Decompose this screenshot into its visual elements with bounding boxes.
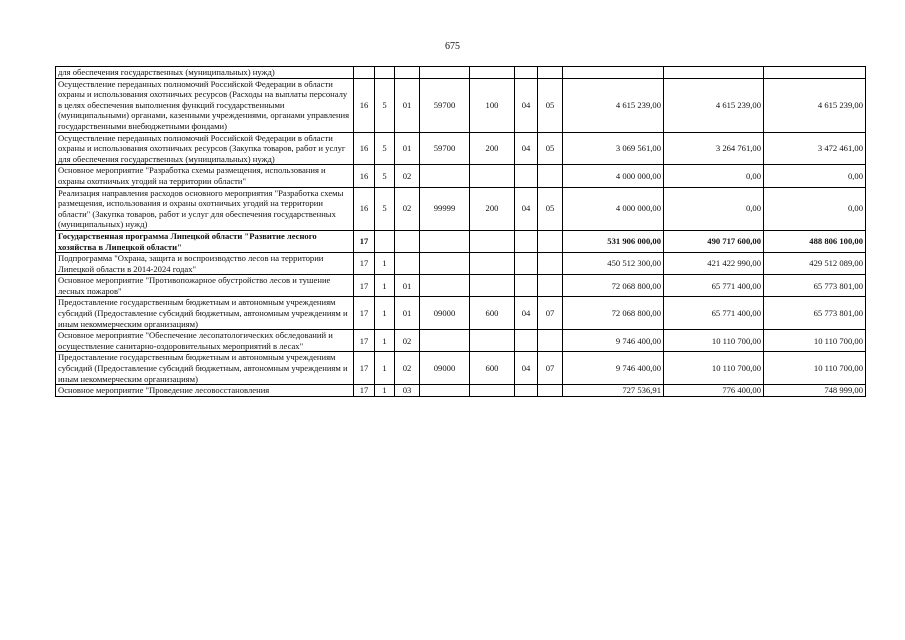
table-row <box>56 187 866 230</box>
amount-year-1: 9 746 400,00 <box>563 330 664 352</box>
table-row <box>56 78 866 132</box>
code-expense-type <box>470 230 515 252</box>
row-name: Осуществление переданных полномочий Российской Федерации в области охраны и использования охотничьих ресурсов (Расходы на выплаты персоналу в целях обеспечения выполнения функций государственными (муниципальными) органами, казенными учреждениями, органами управления государственными внебюджетными фондами) <box>56 78 354 132</box>
amount-year-3: 0,00 <box>764 165 866 187</box>
code-direction <box>420 330 470 352</box>
code-section: 04 <box>515 132 538 165</box>
amount-year-1: 9 746 400,00 <box>563 352 664 385</box>
amount-year-3: 65 773 801,00 <box>764 275 866 297</box>
code-subprogram: 1 <box>375 330 395 352</box>
amount-year-3: 488 806 100,00 <box>764 230 866 252</box>
code-activity <box>395 230 420 252</box>
budget-table <box>55 66 866 397</box>
table-row <box>56 330 866 352</box>
row-name: Предоставление государственным бюджетным и автономным учреждениям субсидий (Предоставление субсидий бюджетным, автономным учреждениям и иным некоммерческим организациям) <box>56 352 354 385</box>
code-program: 17 <box>354 330 375 352</box>
code-expense-type <box>470 165 515 187</box>
amount-year-2: 4 615 239,00 <box>664 78 764 132</box>
code-subsection: 05 <box>538 78 563 132</box>
row-name: Основное мероприятие "Обеспечение лесопатологических обследований и осуществление санитарно-оздоровительных мероприятий в лесах" <box>56 330 354 352</box>
code-section <box>515 275 538 297</box>
code-subsection <box>538 230 563 252</box>
amount-year-3: 748 999,00 <box>764 385 866 397</box>
code-direction <box>420 67 470 79</box>
table-row <box>56 67 866 79</box>
code-direction <box>420 230 470 252</box>
code-direction <box>420 253 470 275</box>
code-section <box>515 67 538 79</box>
code-program <box>354 67 375 79</box>
code-subsection <box>538 253 563 275</box>
code-direction: 59700 <box>420 132 470 165</box>
code-expense-type <box>470 385 515 397</box>
code-program: 17 <box>354 352 375 385</box>
code-activity: 02 <box>395 352 420 385</box>
code-program: 17 <box>354 275 375 297</box>
code-subprogram: 5 <box>375 165 395 187</box>
code-activity <box>395 67 420 79</box>
amount-year-2: 3 264 761,00 <box>664 132 764 165</box>
code-section: 04 <box>515 187 538 230</box>
code-program: 17 <box>354 385 375 397</box>
code-direction <box>420 275 470 297</box>
code-section <box>515 253 538 275</box>
amount-year-1: 72 068 800,00 <box>563 297 664 330</box>
code-direction: 99999 <box>420 187 470 230</box>
amount-year-3: 0,00 <box>764 187 866 230</box>
amount-year-3 <box>764 67 866 79</box>
amount-year-1: 3 069 561,00 <box>563 132 664 165</box>
code-direction: 09000 <box>420 352 470 385</box>
table-row <box>56 253 866 275</box>
amount-year-2 <box>664 67 764 79</box>
code-subsection <box>538 385 563 397</box>
amount-year-2: 776 400,00 <box>664 385 764 397</box>
code-section: 04 <box>515 352 538 385</box>
code-activity: 01 <box>395 132 420 165</box>
code-activity: 02 <box>395 330 420 352</box>
code-subprogram: 5 <box>375 132 395 165</box>
code-expense-type: 100 <box>470 78 515 132</box>
code-activity: 01 <box>395 297 420 330</box>
code-expense-type: 200 <box>470 132 515 165</box>
code-subprogram: 1 <box>375 385 395 397</box>
amount-year-2: 0,00 <box>664 187 764 230</box>
table-row <box>56 165 866 187</box>
code-activity: 01 <box>395 275 420 297</box>
table-row <box>56 132 866 165</box>
row-name: Основное мероприятие "Противопожарное обустройство лесов и тушение лесных пожаров" <box>56 275 354 297</box>
code-expense-type: 600 <box>470 352 515 385</box>
code-activity: 02 <box>395 187 420 230</box>
code-expense-type <box>470 253 515 275</box>
code-program: 17 <box>354 253 375 275</box>
amount-year-2: 0,00 <box>664 165 764 187</box>
amount-year-2: 10 110 700,00 <box>664 330 764 352</box>
code-section <box>515 230 538 252</box>
row-name: для обеспечения государственных (муниципальных) нужд) <box>56 67 354 79</box>
code-subsection: 05 <box>538 187 563 230</box>
code-program: 16 <box>354 132 375 165</box>
table-row <box>56 230 866 252</box>
code-program: 17 <box>354 230 375 252</box>
row-name: Предоставление государственным бюджетным и автономным учреждениям субсидий (Предоставление субсидий бюджетным, автономным учреждениям и иным некоммерческим организациям) <box>56 297 354 330</box>
code-expense-type <box>470 67 515 79</box>
row-name: Реализация направления расходов основного мероприятия "Разработка схемы размещения, использования и охраны охотничьих угодий на территории области" (Закупка товаров, работ и услуг для обеспечения государственных (муниципальных) нужд) <box>56 187 354 230</box>
amount-year-3: 4 615 239,00 <box>764 78 866 132</box>
code-subprogram: 1 <box>375 275 395 297</box>
amount-year-1: 4 000 000,00 <box>563 187 664 230</box>
code-section <box>515 385 538 397</box>
amount-year-3: 10 110 700,00 <box>764 352 866 385</box>
code-subsection <box>538 165 563 187</box>
amount-year-2: 65 771 400,00 <box>664 275 764 297</box>
code-activity: 02 <box>395 165 420 187</box>
amount-year-2: 65 771 400,00 <box>664 297 764 330</box>
code-subprogram: 1 <box>375 253 395 275</box>
code-subprogram: 1 <box>375 352 395 385</box>
amount-year-1: 4 615 239,00 <box>563 78 664 132</box>
amount-year-1: 72 068 800,00 <box>563 275 664 297</box>
code-direction <box>420 165 470 187</box>
amount-year-3: 3 472 461,00 <box>764 132 866 165</box>
amount-year-1 <box>563 67 664 79</box>
code-activity: 03 <box>395 385 420 397</box>
amount-year-1: 727 536,91 <box>563 385 664 397</box>
code-activity <box>395 253 420 275</box>
page-number: 675 <box>445 41 460 52</box>
code-subprogram <box>375 230 395 252</box>
amount-year-1: 4 000 000,00 <box>563 165 664 187</box>
code-direction <box>420 385 470 397</box>
row-name: Основное мероприятие "Разработка схемы размещения, использования и охраны охотничьих угодий на территории области" <box>56 165 354 187</box>
code-subsection <box>538 330 563 352</box>
amount-year-1: 450 512 300,00 <box>563 253 664 275</box>
table-row <box>56 385 866 397</box>
code-activity: 01 <box>395 78 420 132</box>
code-program: 17 <box>354 297 375 330</box>
amount-year-2: 10 110 700,00 <box>664 352 764 385</box>
table-row <box>56 352 866 385</box>
amount-year-1: 531 906 000,00 <box>563 230 664 252</box>
code-subprogram: 1 <box>375 297 395 330</box>
row-name: Основное мероприятие "Проведение лесовосстановления <box>56 385 354 397</box>
code-subsection: 07 <box>538 352 563 385</box>
code-section <box>515 165 538 187</box>
code-subsection: 07 <box>538 297 563 330</box>
code-subprogram <box>375 67 395 79</box>
table-row <box>56 275 866 297</box>
code-program: 16 <box>354 187 375 230</box>
code-subsection: 05 <box>538 132 563 165</box>
code-section: 04 <box>515 78 538 132</box>
code-direction: 09000 <box>420 297 470 330</box>
amount-year-3: 65 773 801,00 <box>764 297 866 330</box>
amount-year-3: 429 512 089,00 <box>764 253 866 275</box>
code-subprogram: 5 <box>375 187 395 230</box>
code-expense-type <box>470 330 515 352</box>
code-subprogram: 5 <box>375 78 395 132</box>
code-section <box>515 330 538 352</box>
row-name: Подпрограмма "Охрана, защита и воспроизводство лесов на территории Липецкой области в 2014-2024 годах" <box>56 253 354 275</box>
amount-year-2: 490 717 600,00 <box>664 230 764 252</box>
code-expense-type: 200 <box>470 187 515 230</box>
code-expense-type: 600 <box>470 297 515 330</box>
row-name: Государственная программа Липецкой области "Развитие лесного хозяйства в Липецкой области" <box>56 230 354 252</box>
code-expense-type <box>470 275 515 297</box>
code-program: 16 <box>354 165 375 187</box>
table-row <box>56 297 866 330</box>
code-section: 04 <box>515 297 538 330</box>
code-subsection <box>538 67 563 79</box>
amount-year-3: 10 110 700,00 <box>764 330 866 352</box>
amount-year-2: 421 422 990,00 <box>664 253 764 275</box>
code-direction: 59700 <box>420 78 470 132</box>
code-program: 16 <box>354 78 375 132</box>
row-name: Осуществление переданных полномочий Российской Федерации в области охраны и использования охотничьих ресурсов (Закупка товаров, работ и услуг для обеспечения государственных (муниципальных) нужд) <box>56 132 354 165</box>
code-subsection <box>538 275 563 297</box>
